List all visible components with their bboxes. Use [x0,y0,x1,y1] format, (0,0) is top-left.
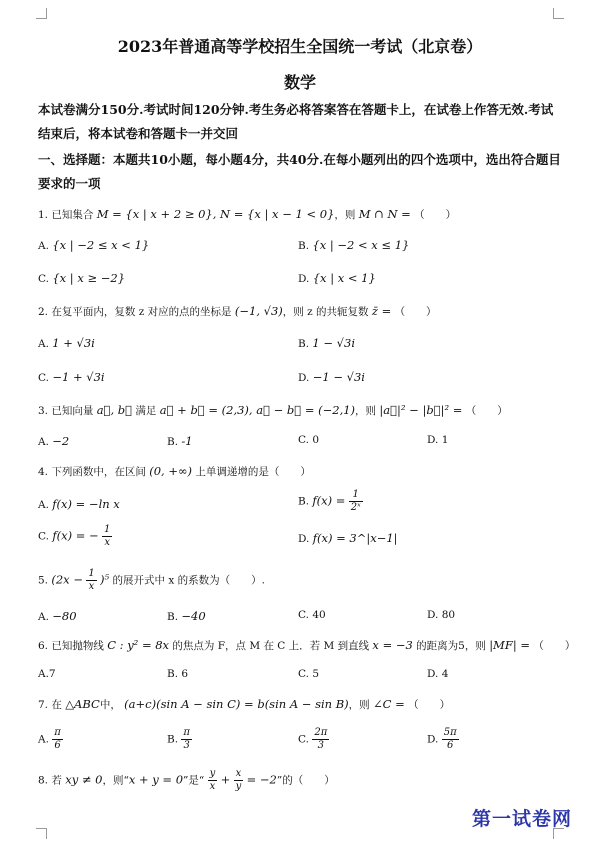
q3-vectors: a⃗, b⃗ [96,403,133,417]
q1-expr: M ∩ N = [358,207,411,221]
q7-triangle: △ABC [65,697,100,711]
q2-option-b: B. 1 − √3i [298,336,355,350]
q2-stem: 2. 在复平面内，复数 z 对应的点的坐标是 [38,306,232,318]
question-4 [38,464,311,479]
question-5: 5. (2x − $\frac{1}{x}$ )⁵ 的展开式中 x 的系数为（ ）. [38,568,265,592]
q7-option-b: B. $\frac{\pi}{3}$ [167,727,190,751]
q5-option-c: C. 40 [298,609,326,621]
q6-expr: |MF| = [489,638,530,652]
q5-binomial-right: )⁵ [100,572,110,587]
q1-stem: 1. 已知集合 [38,209,94,221]
q1-option-a: A. {x | −2 ≤ x < 1} [38,238,150,252]
q6-option-d: D. 4 [427,668,449,680]
q3-option-b: B. -1 [167,434,193,448]
exam-instructions: 本试卷满分150分.考试时间120分钟.考生务必将答案答在答题卡上，在试卷上作答无效.考试结束后，将本试卷和答题卡一并交回 [38,102,554,141]
q2-option-c: C. −1 + √3i [38,370,105,384]
q4-post: 上单调递增的是（ ） [195,466,311,478]
q1-option-d: D. {x | x < 1} [298,271,376,285]
q1-sets: M = {x | x + 2 ≥ 0}, N = {x | x − 1 < 0} [96,207,335,221]
corner-mark-bottom-left [36,828,47,839]
q4-option-b: B. f(x) = $\frac{1}{\text{2ˣ}}$ [298,489,361,513]
q1-option-c: C. {x | x ≥ −2} [38,271,126,285]
q6-option-b: B. 6 [167,668,189,680]
q4-interval: (0, +∞) [149,464,193,478]
q4c-fraction: $\frac{1}{x}$ [104,524,111,548]
q3-option-c: C. 0 [298,434,320,446]
q1-option-b: B. {x | −2 < x ≤ 1} [298,238,410,252]
corner-mark-top-left [36,8,47,19]
corner-mark-top-right [553,8,564,19]
q5-binomial-left: (2x − [51,572,83,587]
q7-blank: （ ） [408,699,451,711]
question-7: 7. 在 △ABC中， (a+c)(sin A − sin C) = b(sin A − sin B)，则 ∠C = （ ） [38,697,451,711]
question-8: 8. 若 xy ≠ 0，则“x + y = 0”是“ $\frac{y}{x}$ + $\frac{x}{y}$ = −2”的（ ） [38,768,335,792]
q2-point: (−1, √3) [234,304,283,318]
q2-option-d: D. −1 − √3i [298,370,365,384]
q6-mid: 的焦点为 F，点 M 在 C 上．若 M 到直线 [172,640,370,652]
q6-option-a: A.7 [38,668,56,680]
q3-expr: |a⃗|² − |b⃗|² = [379,403,463,417]
q2-option-a: A. 1 + √3i [38,336,95,350]
q5-option-b: B. −40 [167,609,206,623]
q7-equation: (a+c)(sin A − sin C) = b(sin A − sin B) [124,697,349,711]
site-watermark: 第一试卷网 [471,808,572,830]
q7-option-d: D. $\frac{5\pi}{6}$ [427,727,457,751]
exam-subject: 数学 [283,73,316,92]
q7-angle: ∠C = [373,697,405,711]
q7-stem: 7. 在 [38,699,62,711]
q4b-fraction: $\frac{1}{\text{2ˣ}}$ [350,489,361,513]
q4-option-c: C. f(x) = − $\frac{1}{x}$ [38,524,111,548]
q4-option-d: D. f(x) = 3^|x−1| [298,531,398,545]
question-6 [38,638,575,653]
question-3 [38,403,508,418]
q3-blank: （ ） [465,405,508,417]
q4-stem: 4. 下列函数中，在区间 [38,466,146,478]
q8-equation-2: = −2 [246,772,277,787]
q4-option-a: A. f(x) = −ln x [38,497,120,511]
section-heading: 一、选择题：本题共10小题，每小题4分，共40分.在每小题列出的四个选项中，选出符合题目要求的一项 [38,152,561,191]
q1-post: ，则 [334,209,356,221]
q5-post: 的展开式中 x 的系数为（ ）. [112,574,265,587]
q2-conjugate: z̄ = [371,304,392,318]
question-2 [38,304,437,319]
q6-option-c: C. 5 [298,668,320,680]
q6-post: 的距离为5，则 [416,640,486,652]
q3-post: ，则 [355,405,377,417]
q2-post: ，则 z 的共轭复数 [282,306,369,318]
q5-fraction: $\frac{1}{x}$ [88,568,95,592]
q5-option-a: A. −80 [38,609,77,623]
q8-stem: 8. 若 [38,774,62,787]
q6-stem: 6. 已知抛物线 [38,640,104,652]
q8-post: ”的（ ） [276,774,335,787]
q6-curve: C : y² = 8x [107,638,170,652]
q8-condition: xy ≠ 0 [65,772,103,787]
exam-title: 2023年普通高等学校招生全国统一考试（北京卷） [117,37,483,56]
q3-option-d: D. 1 [427,434,449,446]
q8-equation-1: x + y = 0 [128,772,184,787]
question-1 [38,207,456,222]
q7-option-a: A. $\frac{\pi}{6}$ [38,727,61,751]
q1-blank: （ ） [414,209,457,221]
q3-mid: 满足 [135,405,157,417]
q7-option-c: C. $\frac{2\pi}{3}$ [298,727,328,751]
q5-option-d: D. 80 [427,609,456,621]
q3-condition: a⃗ + b⃗ = (2,3), a⃗ − b⃗ = (−2,1) [159,403,356,417]
q2-blank: （ ） [394,306,437,318]
q3-stem: 3. 已知向量 [38,405,94,417]
q3-option-a: A. −2 [38,434,70,448]
q6-blank: （ ） [533,640,576,652]
q6-line: x = −3 [372,638,413,652]
